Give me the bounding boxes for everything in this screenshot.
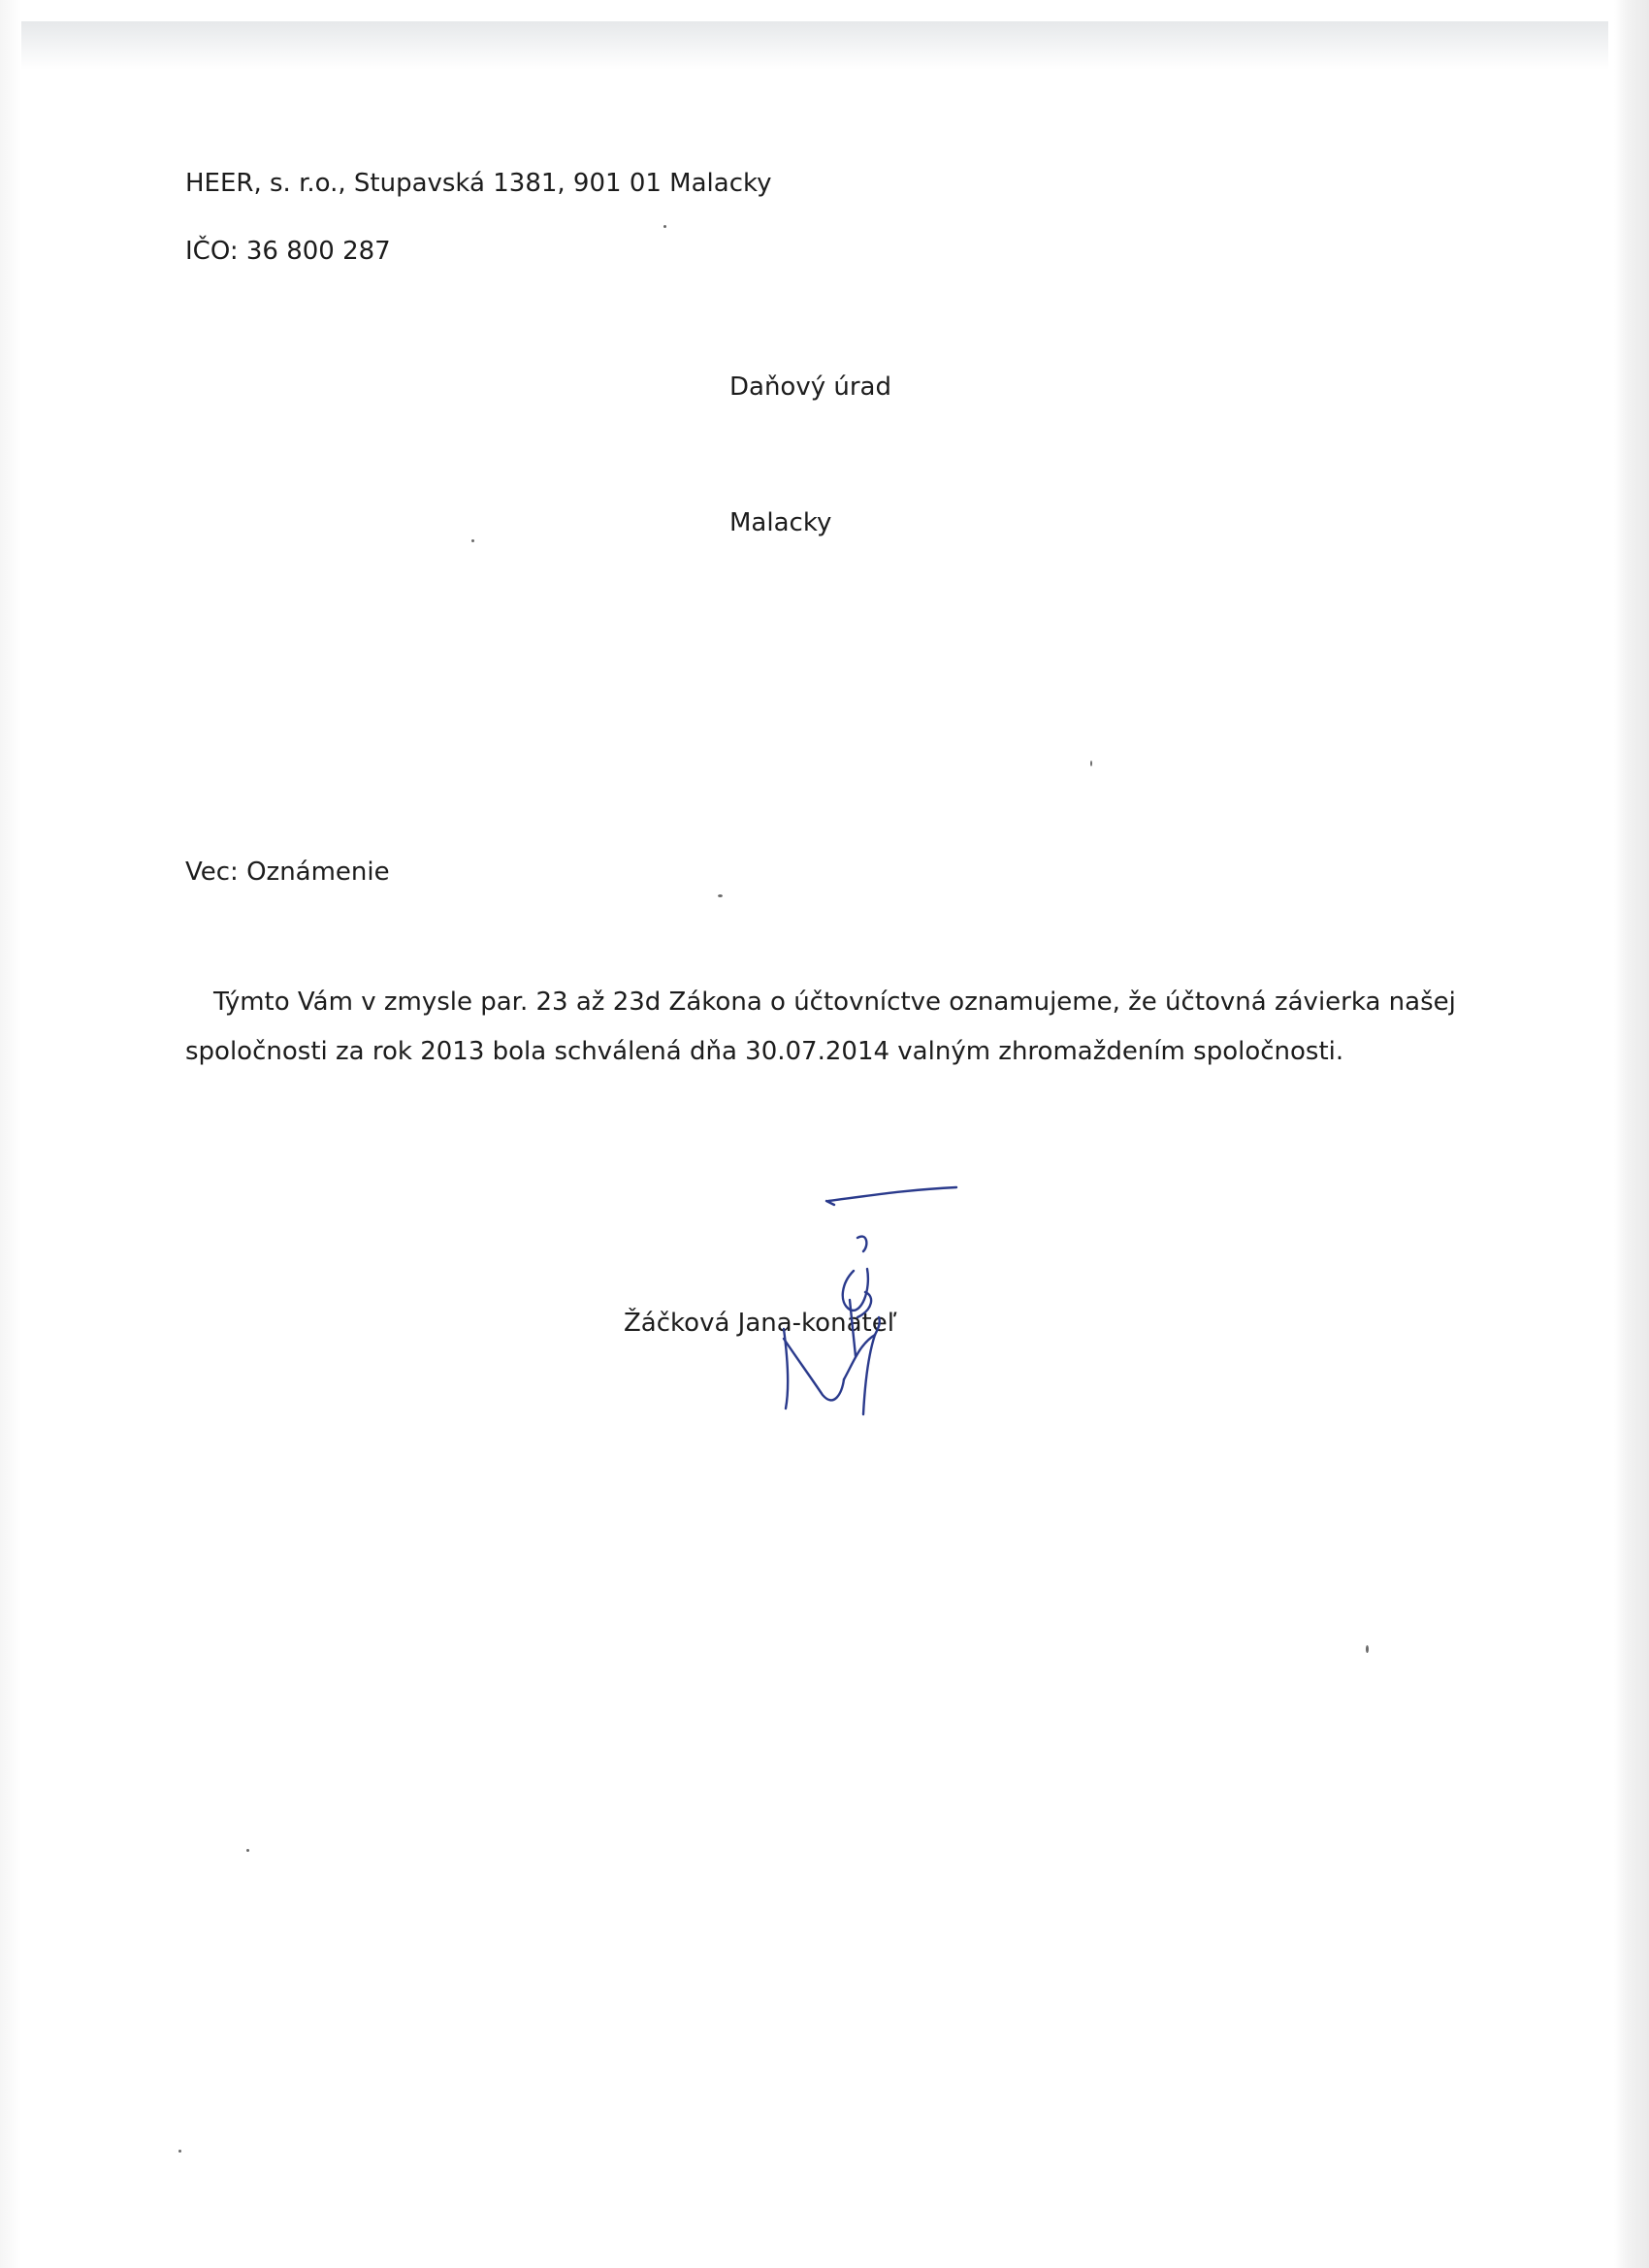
- scan-edge-right: [1614, 0, 1649, 2268]
- scan-speck: [246, 1849, 249, 1852]
- handwritten-signature: [766, 1154, 980, 1426]
- sender-address: HEER, s. r.o., Stupavská 1381, 901 01 Malacky: [185, 169, 772, 198]
- sender-ico: IČO: 36 800 287: [185, 237, 391, 266]
- body-text-line-1: Týmto Vám v zmysle par. 23 až 23d Zákona o účtovníctve oznamujeme, že účtovná závierka našej: [213, 988, 1456, 1017]
- recipient-name: Daňový úrad: [729, 373, 891, 402]
- subject-line: Vec: Oznámenie: [185, 858, 390, 887]
- scan-speck: [178, 2150, 181, 2153]
- scan-speck: [471, 539, 474, 542]
- scan-speck: [718, 894, 723, 897]
- body-text-line-2: spoločnosti za rok 2013 bola schválená dňa 30.07.2014 valným zhromaždením spoločnosti.: [185, 1037, 1344, 1066]
- scan-speck: [1366, 1645, 1369, 1653]
- scan-speck: [1090, 761, 1092, 766]
- signer-name: Žáčková Jana-konateľ: [624, 1309, 897, 1338]
- scan-speck: [663, 225, 666, 228]
- scan-edge-left: [0, 0, 21, 2268]
- recipient-city: Malacky: [729, 508, 832, 537]
- scan-shadow-top: [21, 21, 1608, 70]
